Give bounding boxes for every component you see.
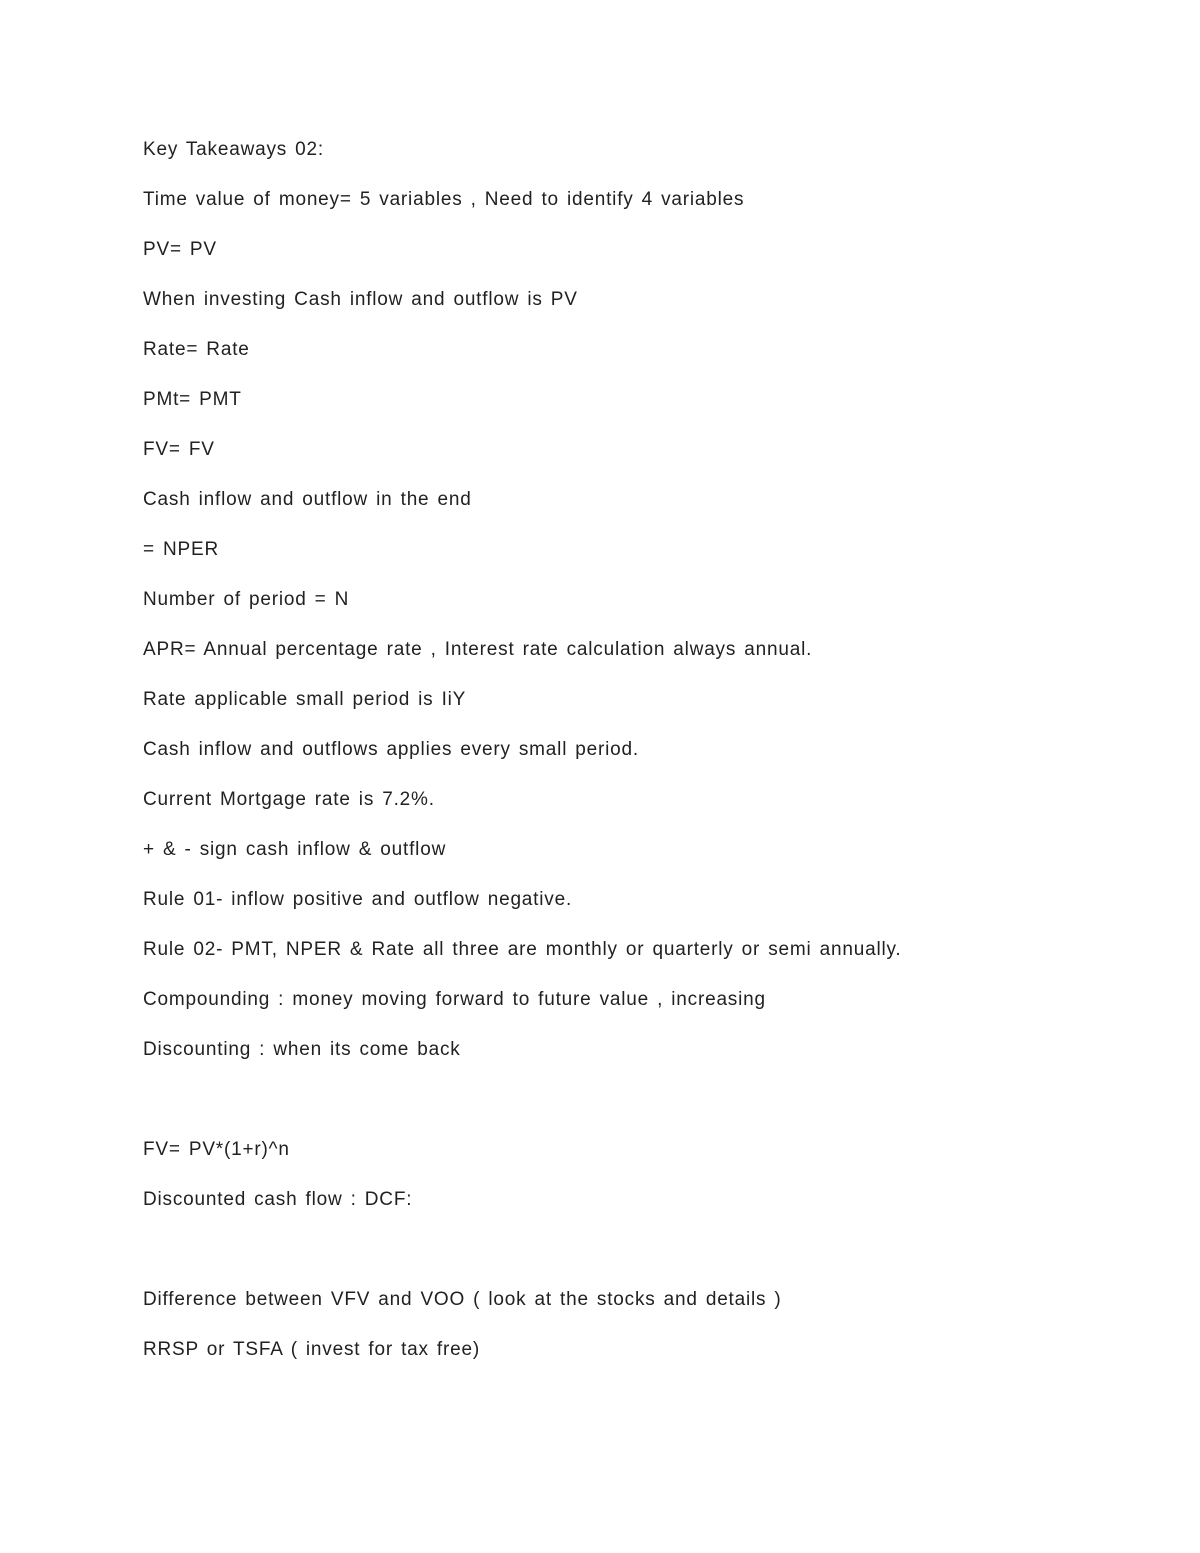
paragraph: Rate applicable small period is IiY (143, 689, 467, 710)
paragraph: Compounding : money moving forward to future value , increasing (143, 989, 766, 1010)
paragraph: Discounting : when its come back (143, 1039, 461, 1060)
paragraph: + & - sign cash inflow & outflow (143, 839, 447, 860)
paragraph: Difference between VFV and VOO ( look at the stocks and details ) (143, 1289, 782, 1310)
paragraph: PV= PV (143, 239, 217, 260)
paragraph: Key Takeaways 02: (143, 139, 324, 160)
paragraph: When investing Cash inflow and outflow is PV (143, 289, 578, 310)
paragraph: Rule 01- inflow positive and outflow negative. (143, 889, 573, 910)
paragraph: Current Mortgage rate is 7.2%. (143, 789, 435, 810)
paragraph: FV= PV*(1+r)^n (143, 1139, 290, 1160)
paragraph: Cash inflow and outflow in the end (143, 489, 472, 510)
paragraph: Rule 02- PMT, NPER & Rate all three are monthly or quarterly or semi annually. (143, 939, 902, 960)
paragraph: RRSP or TSFA ( invest for tax free) (143, 1339, 480, 1360)
blank-line (143, 1090, 1100, 1109)
paragraph: APR= Annual percentage rate , Interest rate calculation always annual. (143, 639, 813, 660)
paragraph: FV= FV (143, 439, 215, 460)
paragraph: Rate= Rate (143, 339, 250, 360)
paragraph: Cash inflow and outflows applies every small period. (143, 739, 639, 760)
paragraph: Discounted cash flow : DCF: (143, 1189, 413, 1210)
blank-line (143, 1240, 1100, 1259)
document-body (143, 140, 1100, 1359)
paragraph: PMt= PMT (143, 389, 242, 410)
paragraph: Number of period = N (143, 589, 350, 610)
paragraph: = NPER (143, 539, 219, 560)
paragraph: Time value of money= 5 variables , Need to identify 4 variables (143, 189, 745, 210)
